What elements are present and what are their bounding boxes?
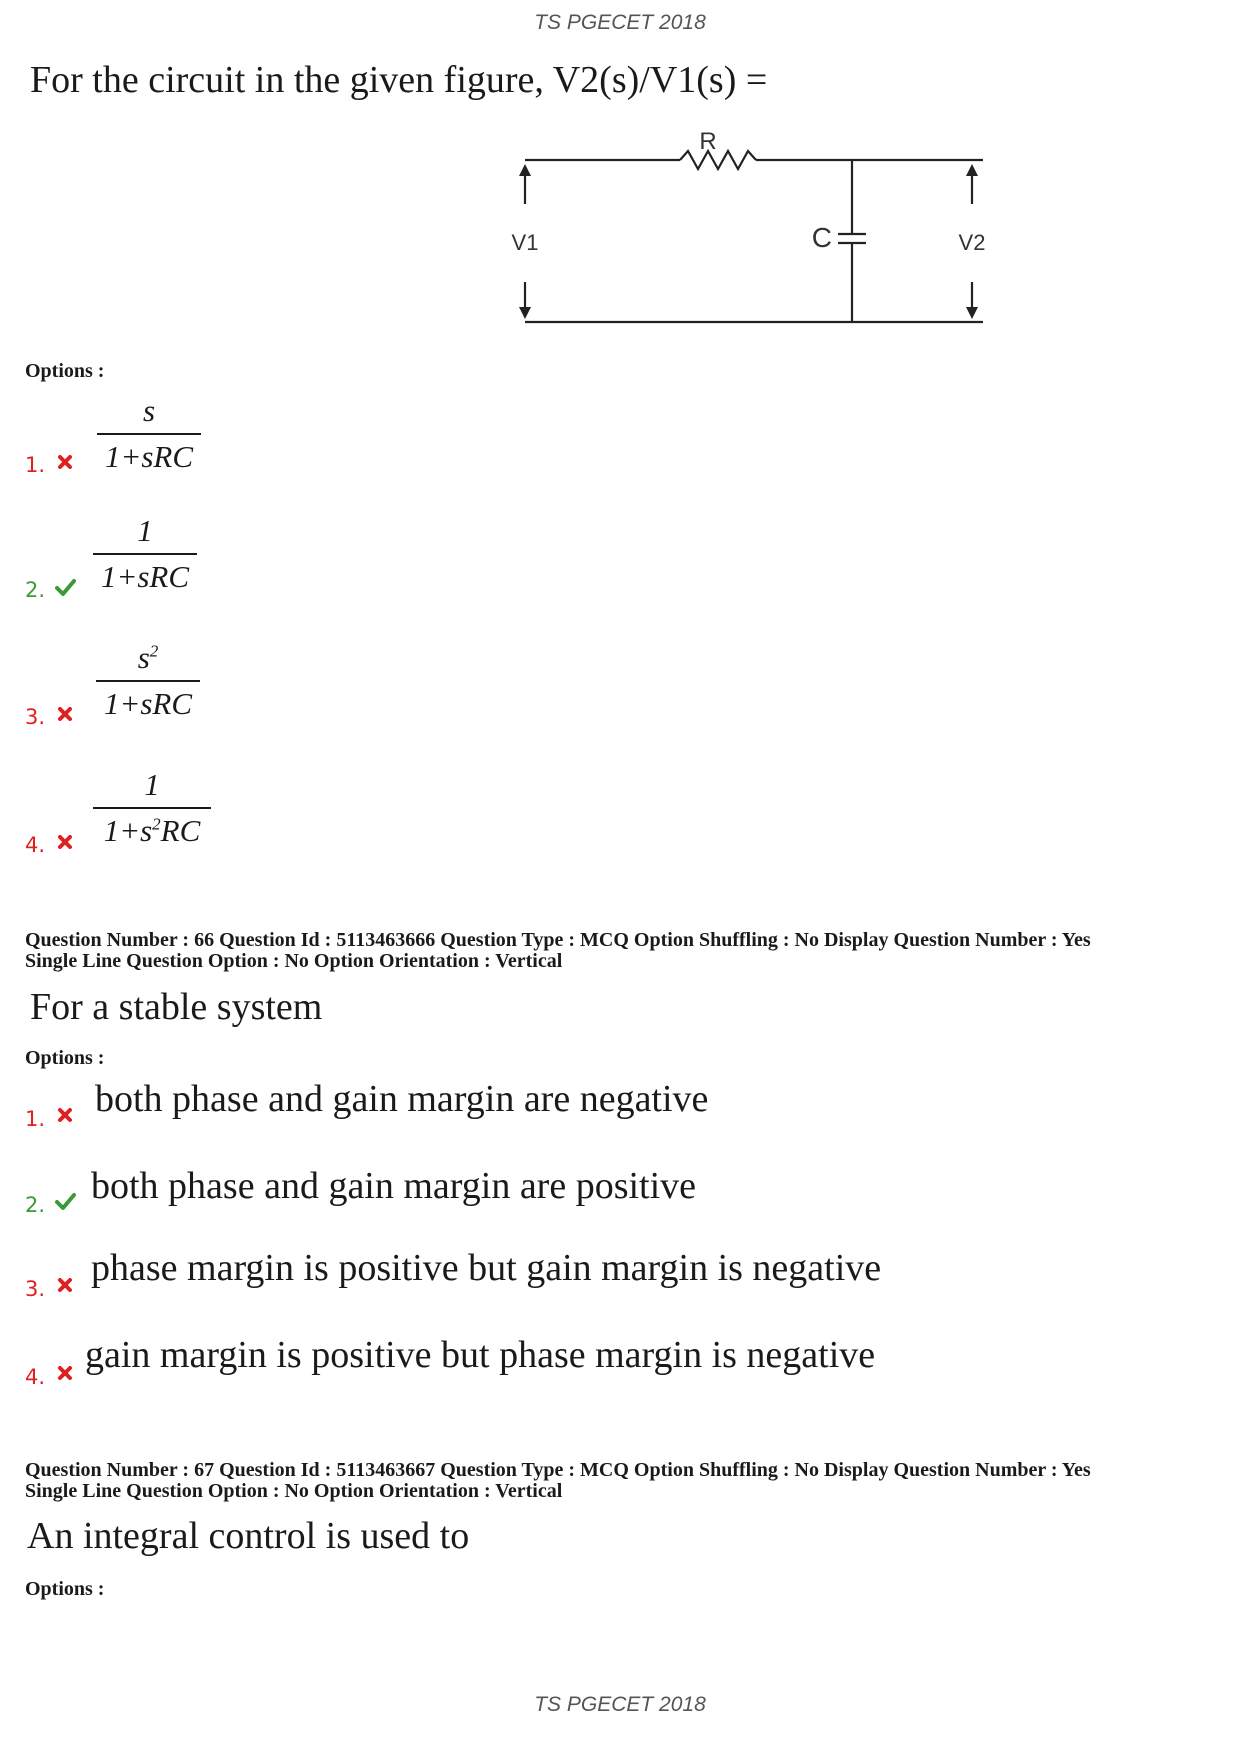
q65-option-4-fraction[interactable] [93,767,211,849]
capacitor-label: C [811,222,832,253]
q66-option-2-number: 2. [25,1193,46,1217]
q66-option-4-text[interactable]: gain margin is positive but phase margin is negative [85,1334,876,1376]
q65-options-label: Options : [25,360,105,382]
denominator: 1+sRC [93,553,197,595]
check-icon [54,576,76,598]
q66-option-2-text[interactable]: both phase and gain margin are positive [91,1165,697,1207]
numerator: 1 [137,513,153,548]
q66-meta-line-1: Question Number : 66 Question Id : 5113463666 Question Type : MCQ Option Shuffling : No Display Question Number : Yes [25,929,1091,951]
numerator: s [142,393,156,428]
q66-option-3-text[interactable]: phase margin is positive but gain margin is negative [91,1247,882,1289]
page-footer: TS PGECET 2018 [534,1693,706,1716]
q66-option-4-number: 4. [25,1365,46,1389]
q65-option-2-fraction[interactable] [93,513,197,595]
q65-option-1-fraction[interactable] [97,393,201,475]
cross-icon [55,704,75,724]
q67-meta-line-1: Question Number : 67 Question Id : 5113463667 Question Type : MCQ Option Shuffling : No Display Question Number : Yes [25,1459,1091,1481]
denominator: 1+sRC [96,680,200,722]
numerator-base: s [137,640,150,675]
numerator [96,640,200,680]
q66-option-1-text[interactable]: both phase and gain margin are negative [95,1078,709,1120]
denominator: 1+sRC [97,433,201,475]
q65-option-2-number: 2. [25,578,46,602]
question-65-text: For the circuit in the given figure, V2(s)/V1(s) = [30,59,768,101]
denominator-exponent: 2 [152,814,161,834]
denominator-part-a: 1+s [103,813,153,848]
denominator [93,807,211,849]
q66-meta-line-2: Single Line Question Option : No Option Orientation : Vertical [25,950,563,972]
cross-icon [55,1105,75,1125]
question-66-text: For a stable system [30,986,323,1028]
v2-label: V2 [958,230,986,255]
numerator: 1 [144,767,160,802]
q65-option-3-number: 3. [25,705,46,729]
page-header: TS PGECET 2018 [534,11,706,34]
q67-options-label: Options : [25,1578,105,1600]
v1-label: V1 [511,230,539,255]
q65-option-1-number: 1. [25,453,46,477]
q65-option-3-fraction[interactable] [96,640,200,722]
question-67-text: An integral control is used to [27,1515,470,1557]
denominator-part-b: RC [160,813,201,848]
rc-circuit-diagram [505,122,1005,332]
numerator-exponent: 2 [149,641,159,661]
q66-options-label: Options : [25,1047,105,1069]
q66-option-3-number: 3. [25,1277,46,1301]
cross-icon [55,832,75,852]
q65-option-4-number: 4. [25,833,46,857]
cross-icon [55,1363,75,1383]
check-icon [54,1190,76,1212]
q67-meta-line-2: Single Line Question Option : No Option Orientation : Vertical [25,1480,563,1502]
resistor-label: R [699,128,717,155]
q66-option-1-number: 1. [25,1107,46,1131]
cross-icon [55,452,75,472]
cross-icon [55,1275,75,1295]
